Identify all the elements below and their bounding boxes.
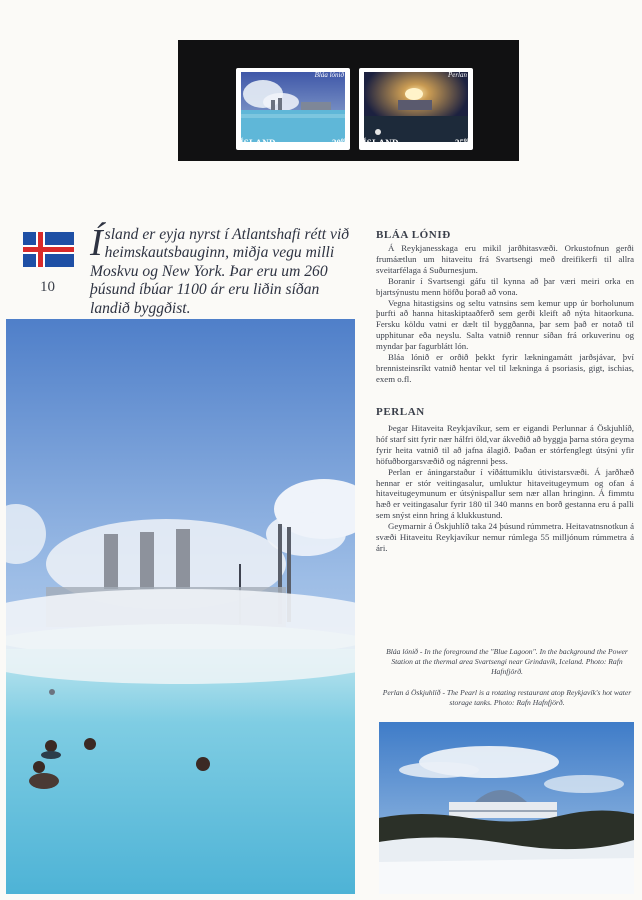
- page-number: 10: [40, 279, 55, 295]
- intro-text: [90, 222, 352, 318]
- flag-cross-red-horizontal: [23, 247, 74, 252]
- stamp-country: ÍSLAND: [363, 138, 399, 148]
- stamp-blue-lagoon: [236, 68, 350, 150]
- paragraph: Geymarnir á Öskjuhlíð taka 24 þúsund rúmmetra. Heitavatnsnotkun á svæði Hitaveitu Reykjavíkur nemur rúmlega 55 milljónum rúmmetra á ári.: [376, 521, 634, 553]
- stamp-perlan: [359, 68, 473, 150]
- caption-blue-lagoon: Bláa lónið - In the foreground the "Blue Lagoon". In the background the Power Station at the thermal area Svartsengi near Grindavík, Iceland. Photo: Rafn Hafnfjörð.: [386, 647, 628, 676]
- stamp-title: Bláa lónið: [314, 71, 344, 79]
- paragraph: Boranir í Svartsengi gáfu til kynna að þar væri meiri orka en bjartsýnustu menn höfðu þorað að vona.: [376, 275, 634, 297]
- paragraph: Perlan er áningarstaður í víðáttumiklu útivistarsvæði. Á jarðhæð hennar er stór veitingasalur, umluktur hitaveitugeymum og ofan á hitaveitugeymunum er útsýnispallur sem nær allan hringinn. Á fimmtu hæð er veitingasalur fyrir 180 til 340 manns en borð gestanna eru á palli sem snýst einn hring á klukkustund.: [376, 466, 634, 521]
- stamp-perlan-art: [364, 72, 468, 142]
- section-heading-perlan: PERLAN: [376, 406, 425, 418]
- stamp-value: [332, 138, 346, 148]
- section-body-blue-lagoon: [376, 243, 634, 385]
- stamp-value-main: 30: [332, 138, 341, 148]
- intro-body: sland er eyja nyrst í Atlantshafi rétt við heimskautsbauginn, miðja vegu milli Moskvu og New York. Þar eru um 260 þúsund íbúar 1100 ár eru liðin síðan landið byggðist.: [90, 226, 350, 317]
- stamp-value-sup: 00: [464, 139, 469, 144]
- iceland-flag: [23, 232, 74, 267]
- paragraph: Bláa lónið er orðið þekkt fyrir lækningamátt jarðsjávar, því brennisteinsríkt vatnið hentar vel til lækninga á psoriasis, gigt, ischias, exem o.fl.: [376, 352, 634, 384]
- stamp-value-main: 35: [455, 138, 464, 148]
- paragraph: Þegar Hitaveita Reykjavíkur, sem er eigandi Perlunnar á Öskjuhlíð, hóf starf sitt fyrir nær hálfri öld,var ákveðið að byggja þarna stóra geyma fyrir heita vatnið til að jafna álagið. Þaðan er stórfenglegt útsýni yfir höfuðborgarsvæðið og nágrenni þess.: [376, 423, 634, 466]
- stamp-mount: [178, 40, 519, 161]
- stamp-blue-lagoon-art: [241, 72, 345, 142]
- stamp-value: [455, 138, 469, 148]
- section-heading-blue-lagoon: BLÁA LÓNIÐ: [376, 229, 451, 241]
- paragraph: Á Reykjanesskaga eru mikil jarðhitasvæði. Orkustofnun gerði frumáætlun um hitaveitu frá Svartsengi með dreifikerfi til allra sveitarfélaga á Suðurnesjum.: [376, 243, 634, 275]
- intro-dropcap: Í: [90, 222, 103, 264]
- blue-lagoon-photo: [6, 319, 355, 894]
- paragraph: Vegna hitastigsins og seltu vatnsins sem kemur upp úr borholunum þurfti að hanna hitaskiptaaðferð sem gerði kleift að nýta hitaorkuna. Fersku köldu vatni er dælt til byggðanna, þar sem það er notað til upphitunar eða neyslu. Salta vatnið rennur síðan frá orkuverinu og myndar þar fagurblátt lón.: [376, 297, 634, 352]
- caption-perlan: Perlan á Öskjuhlíð - The Pearl is a rotating restaurant atop Reykjavík's hot water storage tanks. Photo: Rafn Hafnfjörð.: [382, 688, 632, 707]
- stamp-country: ÍSLAND: [240, 138, 276, 148]
- perlan-photo: [379, 722, 634, 894]
- stamp-value-sup: 00: [341, 139, 346, 144]
- stamp-title: Perlan: [447, 71, 467, 79]
- section-body-perlan: [376, 423, 634, 554]
